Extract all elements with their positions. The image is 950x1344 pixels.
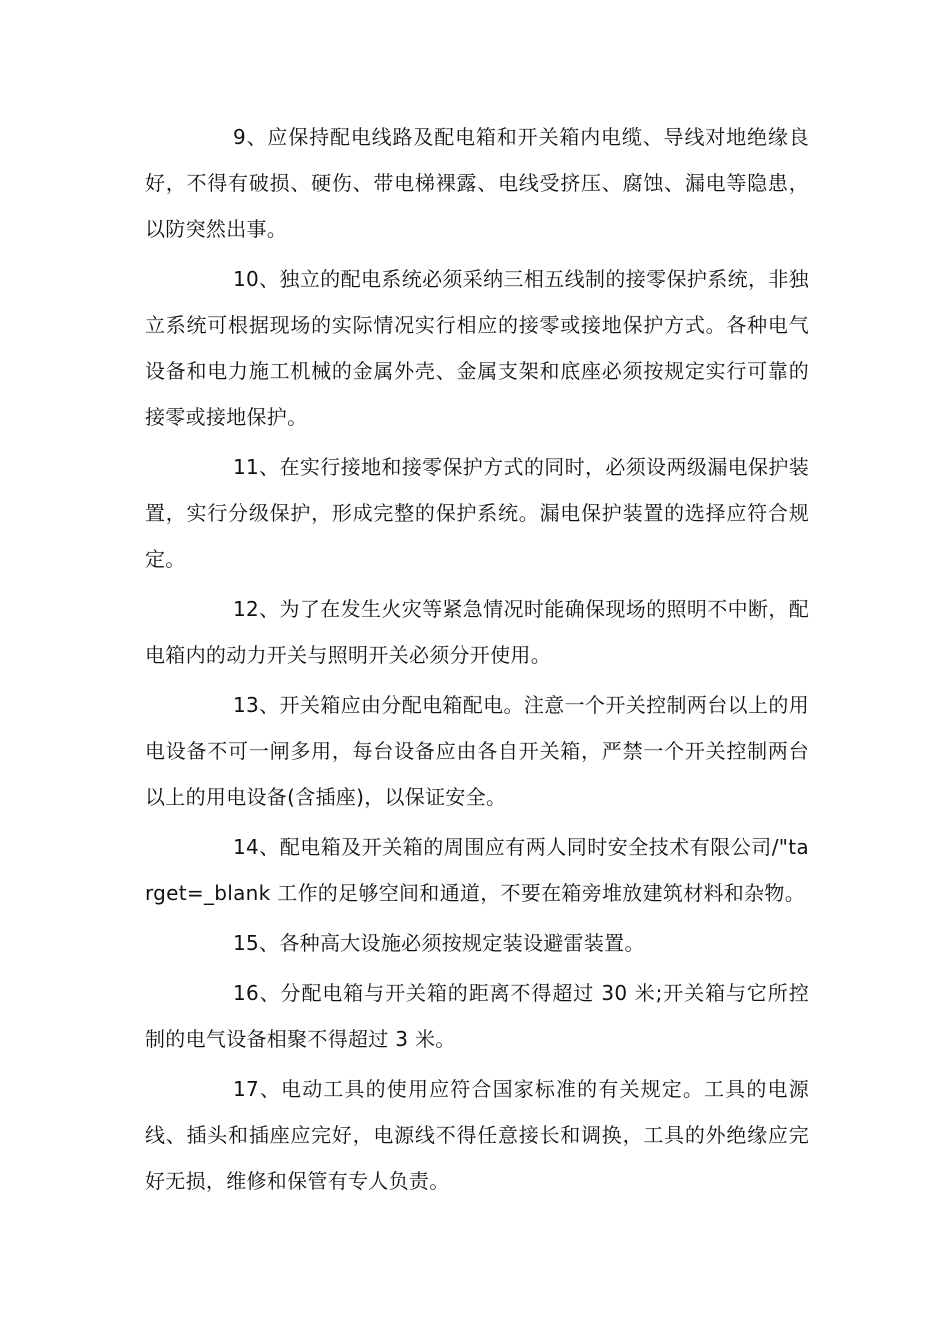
paragraph-14: 14、配电箱及开关箱的周围应有两人同时安全技术有限公司/"target=_blank 工作的足够空间和通道，不要在箱旁堆放建筑材料和杂物。 <box>145 835 809 905</box>
paragraph-16: 16、分配电箱与开关箱的距离不得超过 30 米;开关箱与它所控制的电气设备相聚不得超过 3 米。 <box>145 981 809 1051</box>
document-body <box>145 114 809 1208</box>
paragraph-12: 12、为了在发生火灾等紧急情况时能确保现场的照明不中断，配电箱内的动力开关与照明开关必须分开使用。 <box>145 597 809 667</box>
paragraph-17: 17、电动工具的使用应符合国家标准的有关规定。工具的电源线、插头和插座应完好，电源线不得任意接长和调换，工具的外绝缘应完好无损，维修和保管有专人负责。 <box>145 1077 809 1193</box>
paragraph-10: 10、独立的配电系统必须采纳三相五线制的接零保护系统，非独立系统可根据现场的实际情况实行相应的接零或接地保护方式。各种电气设备和电力施工机械的金属外壳、金属支架和底座必须按规定实行可靠的接零或接地保护。 <box>145 267 809 429</box>
paragraph-13: 13、开关箱应由分配电箱配电。注意一个开关控制两台以上的用电设备不可一闸多用，每台设备应由各自开关箱，严禁一个开关控制两台以上的用电设备(含插座)，以保证安全。 <box>145 693 809 809</box>
paragraph-9: 9、应保持配电线路及配电箱和开关箱内电缆、导线对地绝缘良好，不得有破损、硬伤、带电梯裸露、电线受挤压、腐蚀、漏电等隐患，以防突然出事。 <box>145 125 809 241</box>
paragraph-15: 15、各种高大设施必须按规定装设避雷装置。 <box>233 931 645 955</box>
paragraph-11: 11、在实行接地和接零保护方式的同时，必须设两级漏电保护装置，实行分级保护，形成完整的保护系统。漏电保护装置的选择应符合规定。 <box>145 455 809 571</box>
